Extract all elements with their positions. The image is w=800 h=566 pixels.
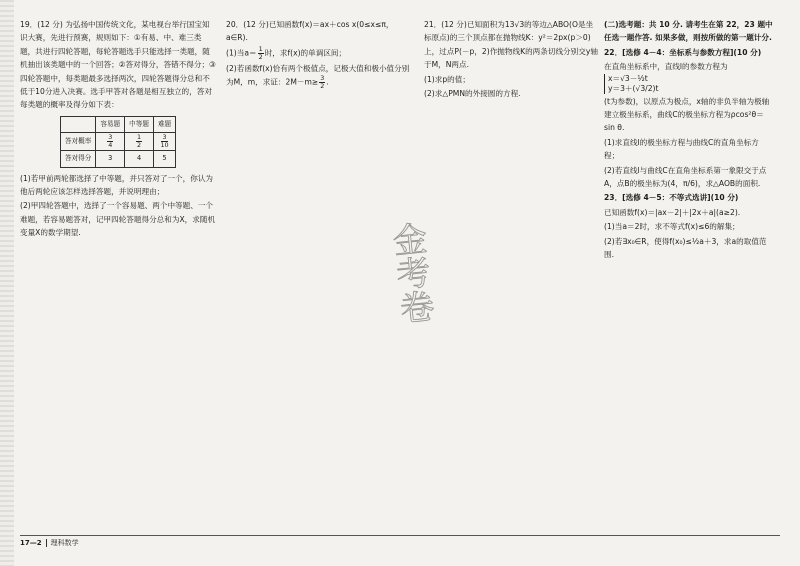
q22-intro-tail: (t为参数)，以原点为极点，x轴的非负半轴为极轴建立极坐标系，曲线C的极坐标方程为ρcos²θ＝sin θ. — [604, 96, 770, 133]
q19-part1: (1)若甲前两轮都选择了中等题，并只答对了一个，你认为他后两轮应该怎样选择答题，并说明理由； — [20, 173, 214, 197]
table-row-label: 答对得分 — [61, 151, 96, 167]
q23-part1: (1)当a＝2时，求不等式f(x)≤6的解集； — [604, 222, 740, 232]
parametric-equations: x＝√3－½t y＝3＋(√3/2)t — [604, 74, 658, 94]
q22-part1: (1)求直线l的极坐标方程与曲线C的直角坐标方程； — [604, 137, 759, 161]
subject-label: 理科数学 — [50, 539, 79, 547]
table-header-cell: 中等题 — [125, 116, 154, 132]
q23-title: 23．[选修 4－5：不等式选讲](10 分) — [604, 193, 739, 203]
watermark-stamp: 金考卷 — [384, 220, 436, 326]
q19-part2: (2)甲四轮答题中，选择了一个容易题、两个中等题、一个难题，若容易题答对，记甲四轮答题得分总和为X，求随机变量X的数学期望. — [20, 201, 216, 238]
table-header-cell — [61, 116, 96, 132]
fraction: $\frac{1}{2}$ — [258, 44, 263, 61]
table-cell: $\frac{1}{2}$ — [125, 133, 154, 151]
table-header-cell: 难题 — [153, 116, 175, 132]
q21-part2: (2)求△PMN的外接圆的方程. — [424, 89, 521, 99]
question-20 — [226, 18, 414, 91]
table-cell: 3 — [96, 151, 125, 167]
q21-intro: 21．(12 分)已知面积为13√3的等边△ABO(O是坐标原点)的三个顶点都在抛物线K：y²＝2px(p＞0)上，过点P(－p，2)作抛物线K的两条切线分别交y轴于M，N两点. — [424, 20, 598, 70]
table-cell: $\frac{3}{10}$ — [153, 133, 175, 151]
question-19 — [20, 18, 216, 241]
q22-title: 22．[选修 4－4：坐标系与参数方程](10 分) — [604, 47, 762, 57]
table-row-label: 答对概率 — [61, 133, 96, 151]
q21-part1: (1)求p的值； — [424, 74, 470, 84]
table-header-cell: 容易题 — [96, 116, 125, 132]
q19-table — [60, 116, 176, 168]
footer-rule — [20, 535, 780, 536]
q20-part2: (2)若函数f(x)恰有两个极值点，记极大值和极小值分别为M，m，求证：2M－m≥ $\frac{3}{2}$ . — [226, 63, 410, 91]
fraction: $\frac{3}{2}$ — [320, 74, 325, 91]
table-cell: $\frac{3}{4}$ — [96, 133, 125, 151]
question-21 — [424, 18, 598, 101]
q22-intro: 在直角坐标系中，直线l的参数方程为 x＝√3－½t y＝3＋(√3/2)t — [604, 62, 728, 93]
table-cell: 5 — [153, 151, 175, 167]
table-cell: 4 — [125, 151, 154, 167]
q19-intro: 19．(12 分) 为弘扬中国传统文化，某电视台举行国宝知识大赛，先进行预赛，规则如下：①有易、中、难三类题，共进行四轮答题，每轮答题选手只能选择一类题，随机抽出该类题中的一个回答；②答对得分，答错不得分；③四轮答题中，每类题最多选择两次，四轮答题得分总和不低于10分进入决赛。选手甲答对各题是相互独立的，答对每类题的概率及得分如下表： — [20, 20, 216, 110]
q23-part2: (2)若∃x₀∈R，使得f(x₀)≤½a＋3，求a的取值范围. — [604, 236, 767, 260]
q23-intro: 已知函数f(x)＝|ax－2|＋|2x＋a|(a≥2). — [604, 207, 741, 217]
q22-part2: (2)若直线l与曲线C在直角坐标系第一象限交于点A，点B的极坐标为(4，π/6)，求△AOB的面积. — [604, 165, 767, 189]
page-footer — [20, 538, 79, 548]
q20-intro: 20．(12 分)已知函数f(x)＝ax＋cos x(0≤x≤π，a∈R). — [226, 20, 394, 43]
page-number: 17—2 — [20, 539, 47, 547]
q20-part1: (1)当a＝ $\frac{1}{2}$ 时，求f(x)的单调区间； — [226, 44, 347, 61]
elective-instruction: (二)选考题：共 10 分. 请考生在第 22，23 题中任选一题作答. 如果多做，则按所做的第一题计分. — [604, 20, 773, 43]
scan-edge — [0, 0, 14, 566]
questions-22-23 — [604, 18, 774, 263]
